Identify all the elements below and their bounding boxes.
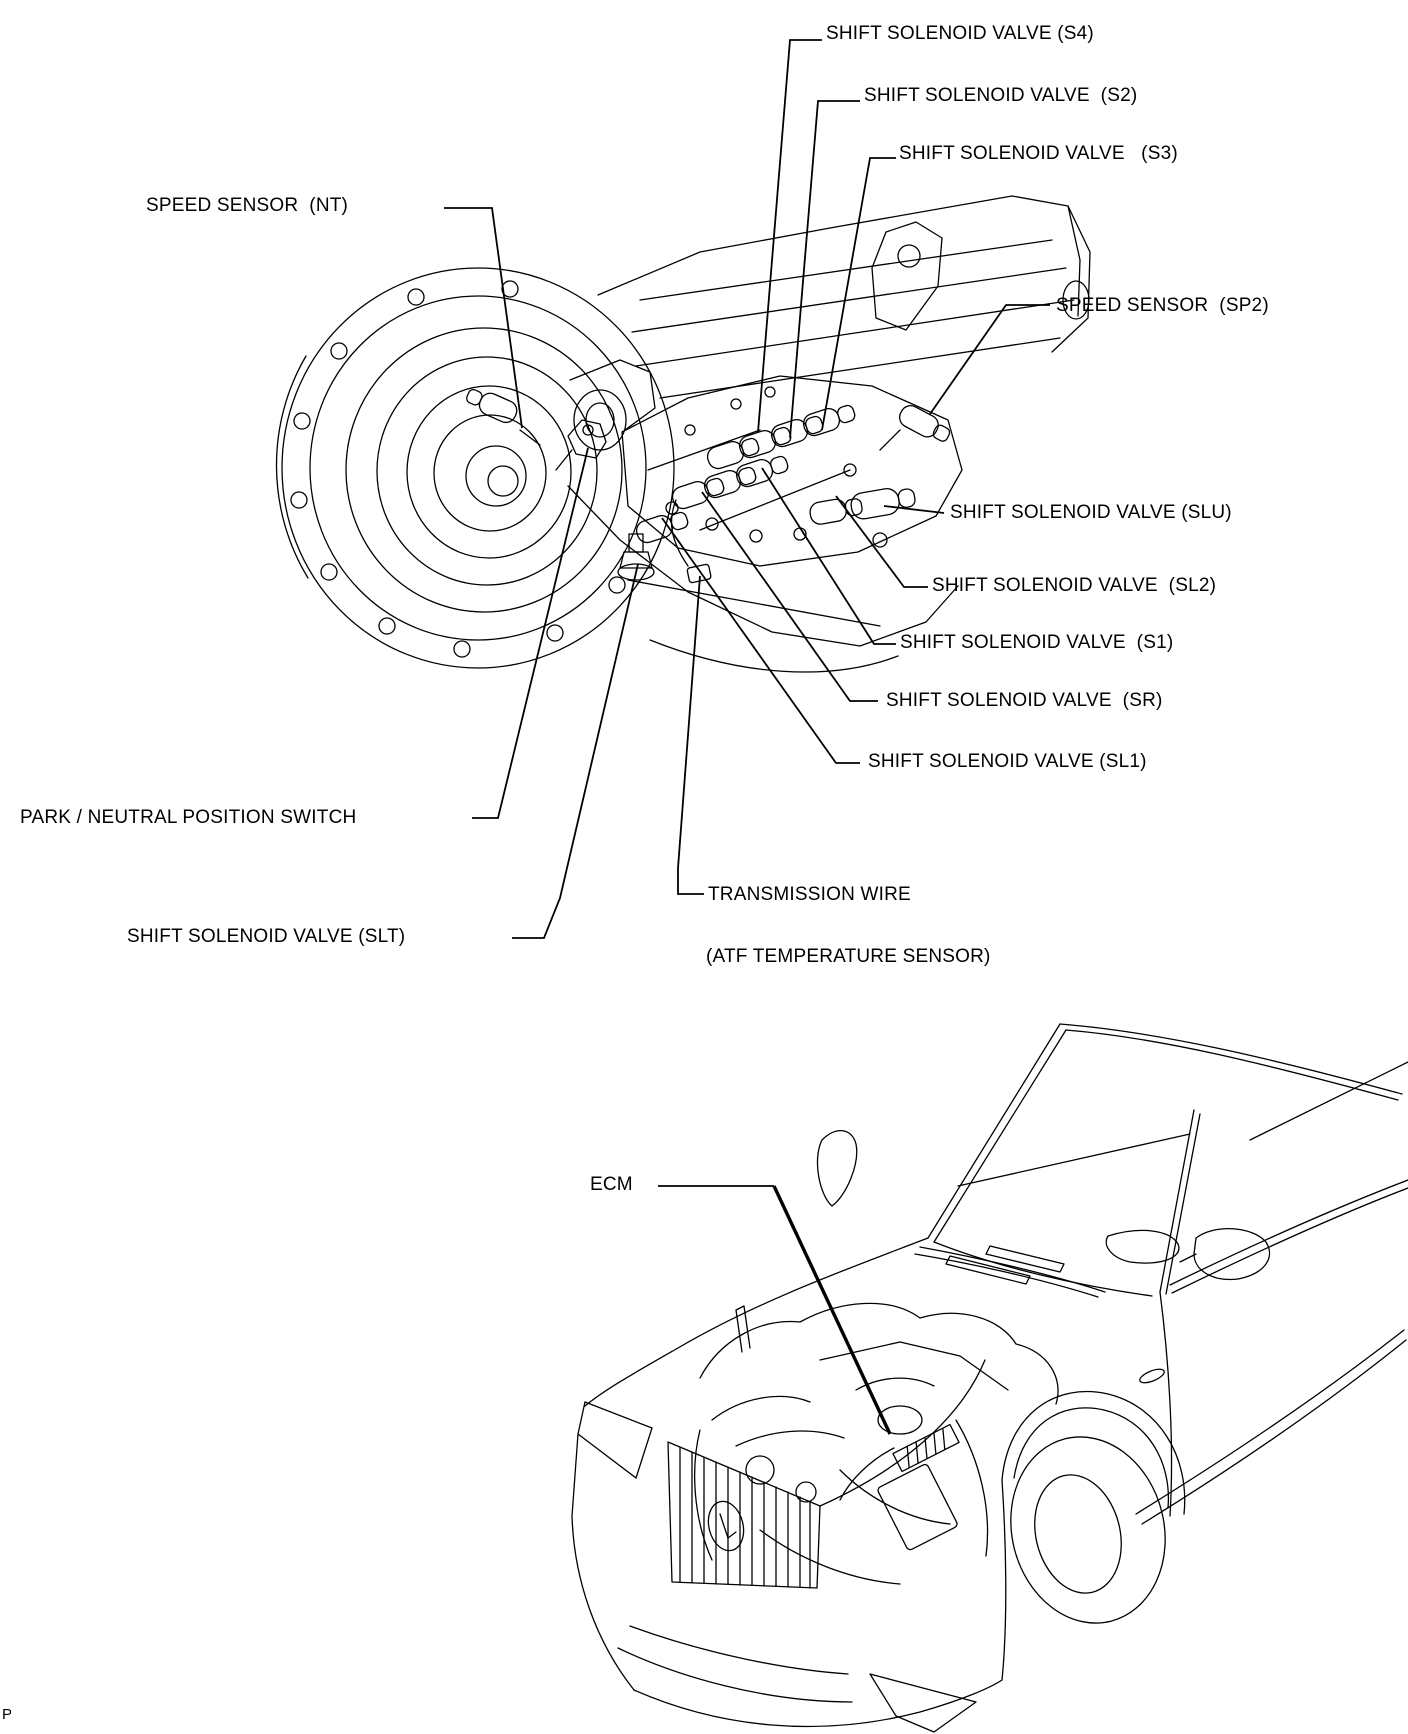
bolt xyxy=(750,530,762,542)
bolt-hole xyxy=(408,289,424,305)
label-atf-temperature-sensor: (ATF TEMPERATURE SENSOR) xyxy=(706,946,991,967)
leader-s3 xyxy=(822,158,896,430)
bolt-hole xyxy=(294,413,310,429)
bolt-hole xyxy=(331,343,347,359)
bolt xyxy=(685,425,695,435)
label-transmission-wire: TRANSMISSION WIRE xyxy=(708,884,911,905)
transmission-illustration xyxy=(276,196,1090,672)
bumper-bottom xyxy=(634,1680,1002,1726)
bolt-hole xyxy=(321,564,337,580)
fog-lamp xyxy=(870,1674,976,1732)
bolt xyxy=(731,399,741,409)
rocker-panel xyxy=(1136,1330,1404,1514)
windshield-pillar xyxy=(1166,1114,1200,1294)
leader-pnp xyxy=(472,448,588,818)
label-ecm: ECM xyxy=(590,1174,633,1195)
pan-bottom xyxy=(650,640,898,672)
pan-rib xyxy=(628,580,880,626)
roof-rail xyxy=(1066,1030,1398,1100)
engine-detail xyxy=(695,1430,712,1560)
bolt-hole xyxy=(454,641,470,657)
a-pillar xyxy=(934,1030,1066,1242)
case-outline xyxy=(598,196,1090,352)
wire-harness xyxy=(672,500,688,566)
solenoid-slu xyxy=(849,484,917,521)
label-shift-solenoid-s1: SHIFT SOLENOID VALVE (S1) xyxy=(900,632,1174,653)
leader-transmission-wire xyxy=(678,576,704,894)
leader-nt xyxy=(444,208,522,428)
ecm-bracket xyxy=(877,1463,959,1551)
leader-sp2 xyxy=(930,305,1050,414)
label-shift-solenoid-slu: SHIFT SOLENOID VALVE (SLU) xyxy=(950,502,1232,523)
wheel-rim xyxy=(1023,1466,1134,1603)
bellhousing-flange xyxy=(310,296,646,640)
bolt-hole xyxy=(379,618,395,634)
case-rib xyxy=(660,338,1060,398)
hood-hinge-loop xyxy=(817,1131,856,1206)
bellhousing-rim xyxy=(276,356,308,578)
engine-detail xyxy=(760,1530,900,1584)
sensor-mount-line xyxy=(880,430,900,450)
wiper xyxy=(915,1254,1098,1297)
bolt-hole xyxy=(291,492,307,508)
leader-sl1 xyxy=(662,518,860,763)
label-park-neutral-switch: PARK / NEUTRAL POSITION SWITCH xyxy=(20,807,357,828)
bracket-hole xyxy=(898,245,920,267)
mount-bracket xyxy=(872,222,942,330)
label-shift-solenoid-sr: SHIFT SOLENOID VALVE (SR) xyxy=(886,690,1163,711)
engine-detail xyxy=(956,1420,988,1556)
lexus-emblem xyxy=(703,1498,748,1555)
leader-slu xyxy=(884,506,944,513)
leader-lines xyxy=(444,40,1050,1434)
wheel-arch-inner xyxy=(1014,1408,1168,1508)
leader-sr xyxy=(702,492,878,701)
windshield-line xyxy=(958,1134,1190,1186)
label-shift-solenoid-s2: SHIFT SOLENOID VALVE (S2) xyxy=(864,85,1138,106)
leader-slt xyxy=(512,564,638,938)
bumper-corner xyxy=(1002,1480,1006,1680)
speed-sensor-sp2 xyxy=(896,402,953,446)
grille-slats xyxy=(680,1447,810,1588)
solenoid-sr xyxy=(670,474,726,511)
engine-outline xyxy=(700,1303,1058,1404)
grille xyxy=(668,1442,820,1588)
engine-detail xyxy=(820,1342,1008,1390)
page-marker: P xyxy=(2,1706,13,1723)
bolt-hole xyxy=(547,625,563,641)
fender-inner-line xyxy=(820,1360,985,1506)
label-shift-solenoid-slt: SHIFT SOLENOID VALVE (SLT) xyxy=(127,926,406,947)
label-shift-solenoid-s4: SHIFT SOLENOID VALVE (S4) xyxy=(826,23,1094,44)
door-edge xyxy=(1160,1292,1172,1516)
engine-pulley xyxy=(746,1456,774,1484)
dipstick xyxy=(736,1306,750,1352)
mirror-stalk xyxy=(1180,1254,1196,1262)
lower-grille xyxy=(618,1648,852,1702)
engine-pulley xyxy=(796,1482,816,1502)
label-shift-solenoid-sl2: SHIFT SOLENOID VALVE (SL2) xyxy=(932,575,1217,596)
shaft-ring xyxy=(586,403,614,437)
engine-detail xyxy=(712,1396,810,1420)
label-speed-sensor-sp2: SPEED SENSOR (SP2) xyxy=(1056,295,1269,316)
side-window-line xyxy=(1250,1062,1408,1140)
car-illustration xyxy=(572,1024,1408,1732)
door-handle xyxy=(1138,1366,1166,1385)
beltline xyxy=(1172,1188,1408,1293)
engine-detail xyxy=(736,1431,844,1446)
label-shift-solenoid-sl1: SHIFT SOLENOID VALVE (SL1) xyxy=(868,751,1147,772)
bolt xyxy=(765,387,775,397)
torque-converter-ring xyxy=(346,328,622,612)
headlight xyxy=(585,1402,652,1478)
label-shift-solenoid-s3: SHIFT SOLENOID VALVE (S3) xyxy=(899,143,1178,164)
case-rib xyxy=(636,300,1074,366)
wiper xyxy=(920,1247,1105,1292)
rocker-panel xyxy=(1142,1340,1406,1524)
torque-converter-ring xyxy=(377,357,597,585)
a-pillar xyxy=(928,1024,1060,1238)
converter-pilot xyxy=(488,466,518,496)
label-speed-sensor-nt: SPEED SENSOR (NT) xyxy=(146,195,349,216)
headlight xyxy=(578,1402,636,1478)
side-mirror xyxy=(1194,1229,1270,1280)
bolt-hole xyxy=(609,577,625,593)
